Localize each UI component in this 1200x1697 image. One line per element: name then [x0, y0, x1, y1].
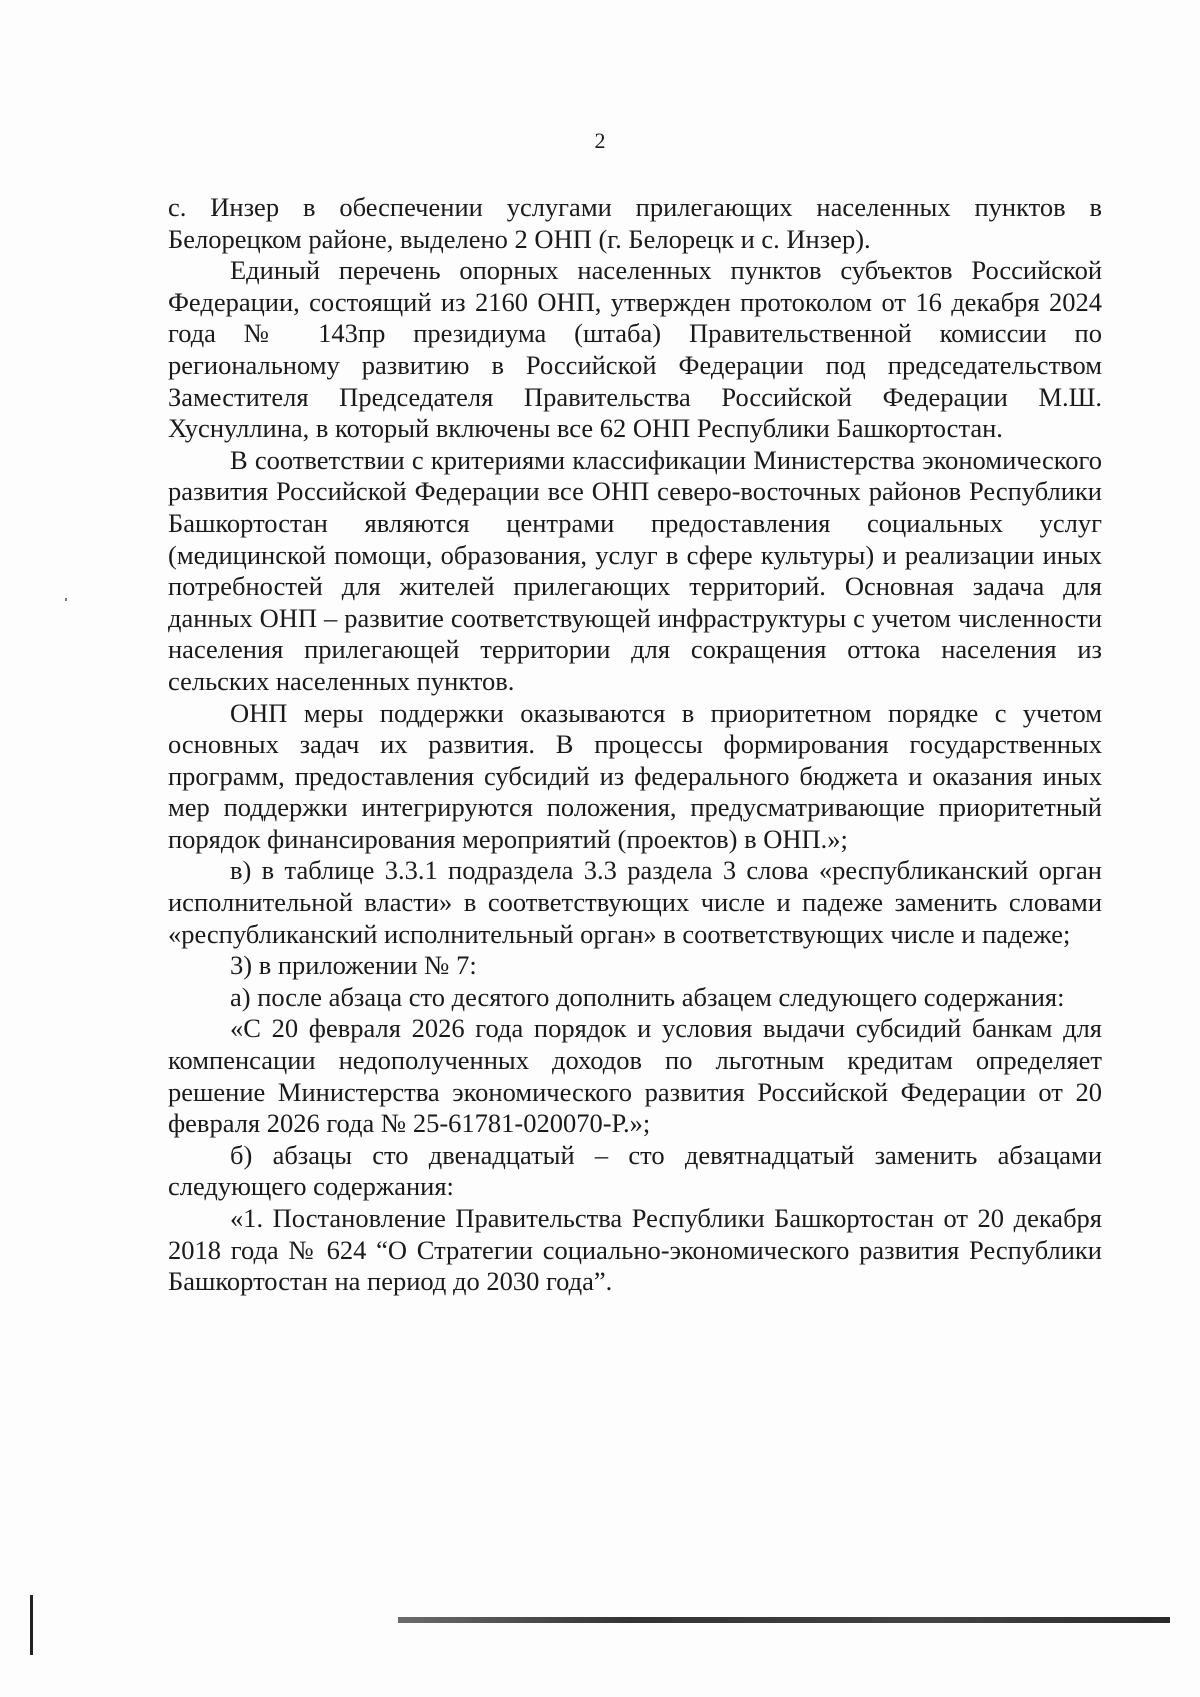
paragraph-5: в) в таблице 3.3.1 подраздела 3.3 раздела 3 слова «республиканский орган исполнительной власти» в соответствующих числе и падеже заменить словами «республиканский исполнительный орган» в соответствующих числе и падеже; [168, 855, 1102, 949]
page-number: 2 [594, 128, 606, 153]
paragraph-3: В соответствии с критериями классификации Министерства экономического развития Российской Федерации все ОНП северо-восточных районов Республики Башкортостан являются центрами предоставления социальных услуг (медицинской помощи, образования, услуг в сфере культуры) и реализации иных потребностей для жителей прилегающих территорий. Основная задача для данных ОНП – развитие соответствующей инфраструктуры с учетом численности населения прилегающей территории для сокращения оттока населения из сельских населенных пунктов. [168, 444, 1102, 696]
paragraph-9: б) абзацы сто двенадцатый – сто девятнадцатый заменить абзацами следующего содержания: [168, 1139, 1102, 1202]
paragraph-7: а) после абзаца сто десятого дополнить абзацем следующего содержания: [230, 981, 1065, 1012]
scan-artifact-dot [65, 598, 67, 601]
paragraph-10: «1. Постановление Правительства Республики Башкортостан от 20 декабря 2018 года № 624 “О Стратегии социально-экономического развития Республики Башкортостан на период до 2030 года”. [168, 1203, 1102, 1297]
paragraph-6: 3) в приложении № 7: [230, 950, 477, 981]
scan-artifact-bottom-line [398, 1617, 1170, 1623]
paragraph-8: «С 20 февраля 2026 года порядок и условия выдачи субсидий банкам для компенсации недополученных доходов по льготным кредитам определяет решение Министерства экономического развития Российской Федерации от 20 февраля 2026 года № 25-61781-020070-Р.»; [168, 1013, 1102, 1139]
scan-artifact-left-edge [30, 1595, 33, 1655]
paragraph-4: ОНП меры поддержки оказываются в приоритетном порядке с учетом основных задач их развития. В процессы формирования государственных программ, предоставления субсидий из федерального бюджета и оказания иных мер поддержки интегрируются положения, предусматривающие приоритетный порядок финансирования мероприятий (проектов) в ОНП.»; [168, 697, 1102, 854]
document-body [168, 192, 1102, 1298]
paragraph-2: Единый перечень опорных населенных пунктов субъектов Российской Федерации, состоящий из 2160 ОНП, утвержден протоколом от 16 декабря 2024 года № 143пр президиума (штаба) Правительственной комиссии по региональному развитию в Российской Федерации под председательством Заместителя Председателя Правительства Российской Федерации М.Ш. Хуснуллина, в который включены все 62 ОНП Республики Башкортостан. [168, 255, 1102, 444]
paragraph-1: с. Инзер в обеспечении услугами прилегающих населенных пунктов в Белорецком районе, выделено 2 ОНП (г. Белорецк и с. Инзер). [168, 192, 1102, 254]
